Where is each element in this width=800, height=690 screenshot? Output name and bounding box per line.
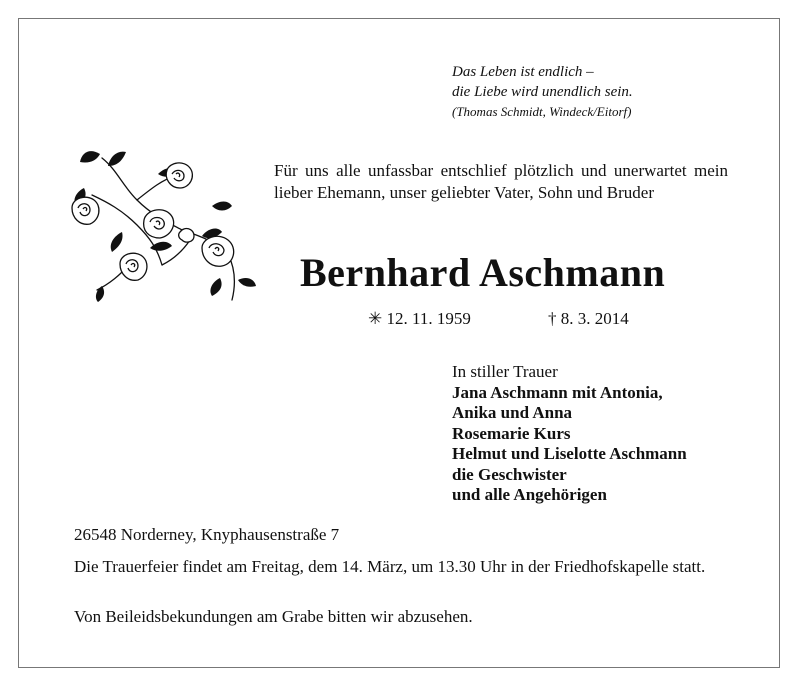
address: 26548 Norderney, Knyphausenstraße 7	[74, 525, 340, 544]
quote-line-1: Das Leben ist endlich –	[452, 64, 594, 80]
death-date: † 8. 3. 2014	[548, 309, 629, 328]
intro-text: Für uns alle unfassbar entschlief plötzlich und unerwartet mein lieber Ehemann, unser geliebter Vater, Sohn und Bruder	[274, 161, 728, 202]
condolences-notice: Von Beileidsbekundungen am Grabe bitten wir abzusehen.	[74, 607, 473, 626]
rose-branch-illustration	[62, 140, 272, 310]
mourner-name: Helmut und Liselotte Aschmann	[452, 444, 687, 463]
deceased-name: Bernhard Aschmann	[300, 250, 666, 295]
mourners-block	[452, 362, 687, 506]
quote-line-2: die Liebe wird unendlich sein.	[452, 84, 633, 100]
mourner-name: Rosemarie Kurs	[452, 423, 571, 443]
ceremony-notice: Die Trauerfeier findet am Freitag, dem 14. März, um 13.30 Uhr in der Friedhofskapelle statt.	[74, 557, 706, 576]
mourners-lead: In stiller Trauer	[452, 362, 558, 381]
quote-author: (Thomas Schmidt, Windeck/Eitorf)	[452, 104, 632, 119]
birth-date: ✳ 12. 11. 1959	[368, 309, 471, 328]
mourner-name: die Geschwister	[452, 464, 567, 484]
mourner-name: Jana Aschmann mit Antonia,	[452, 382, 663, 402]
mourner-name: Anika und Anna	[452, 403, 573, 422]
mourner-name: und alle Angehörigen	[452, 485, 607, 504]
quote-block	[452, 62, 633, 122]
